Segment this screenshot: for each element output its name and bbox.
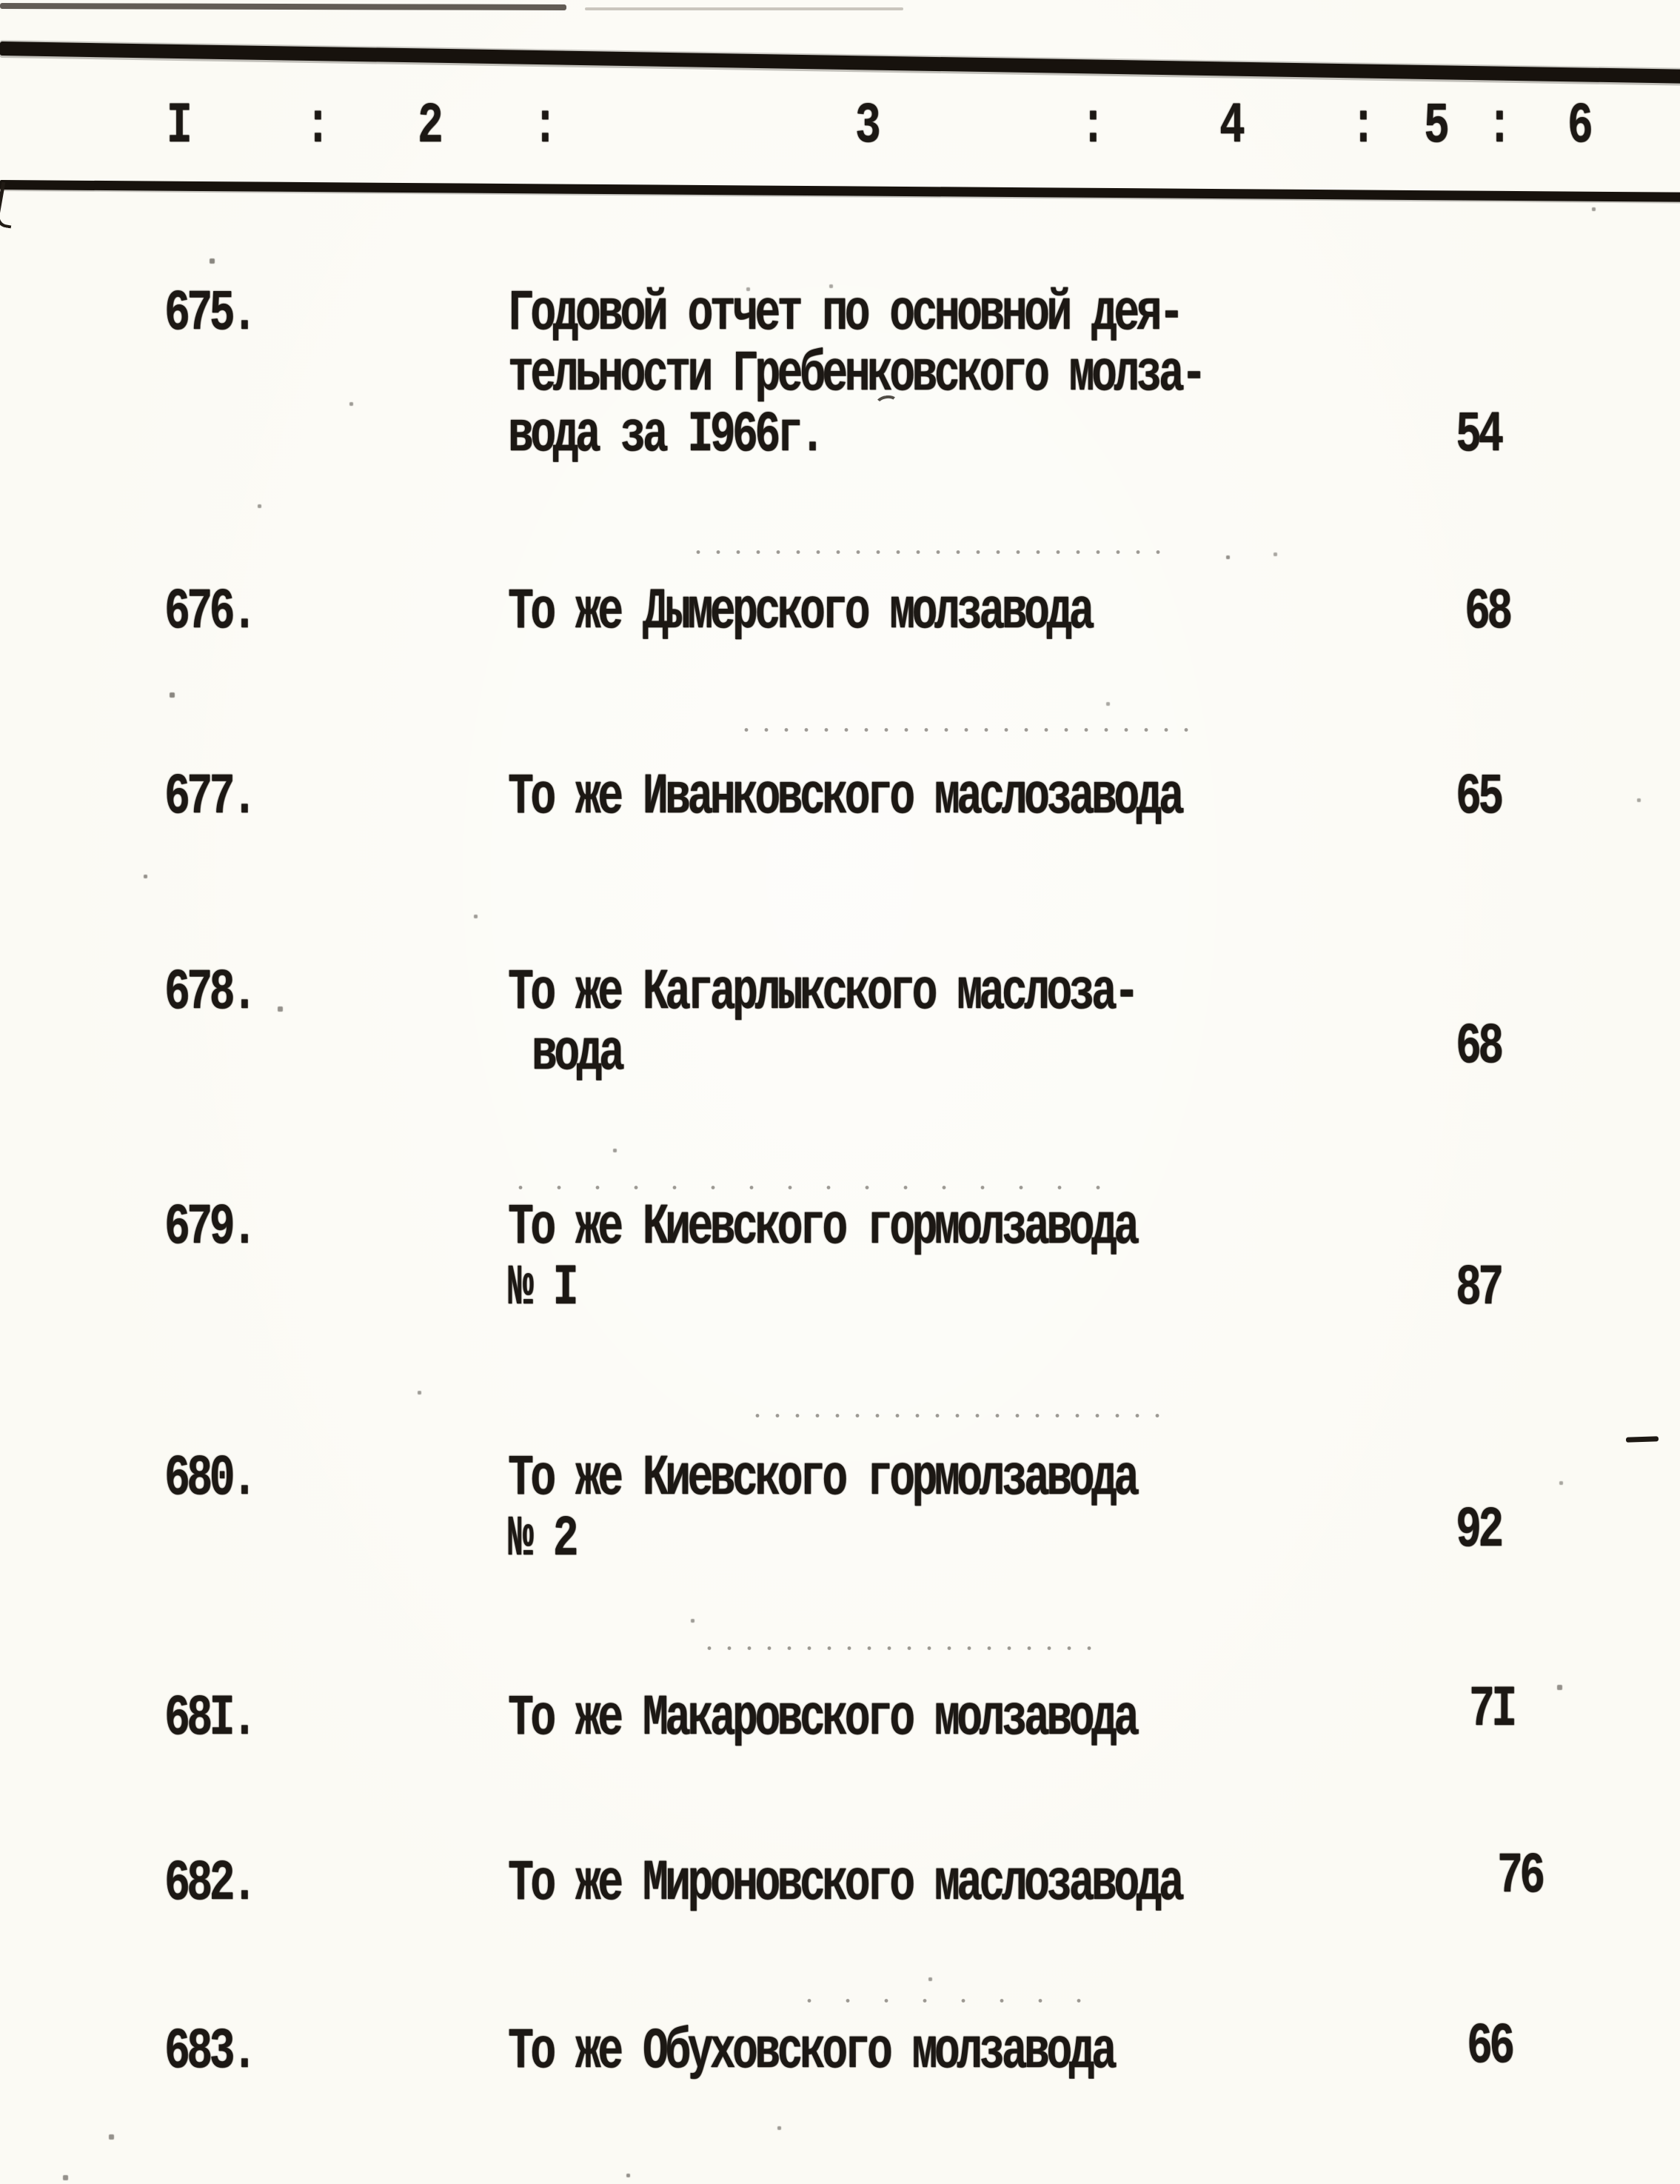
scan-dot-row bbox=[707, 1646, 1107, 1651]
entry-title-line: То же Киевского гормолзавода bbox=[508, 1446, 1137, 1512]
entry-sheet-count: 65 bbox=[1456, 765, 1501, 830]
header-rule-bottom bbox=[0, 180, 1680, 202]
entry-sheet-count: 76 bbox=[1497, 1844, 1542, 1909]
column-separator: : bbox=[304, 94, 328, 159]
entry-title-line: То же Кагарлыкского маслоза- bbox=[508, 961, 1137, 1026]
entry-sheet-count: 68 bbox=[1465, 580, 1510, 645]
entry-number: 680. bbox=[164, 1446, 255, 1512]
entry-number: 678. bbox=[164, 961, 255, 1026]
scan-dot-row bbox=[696, 550, 1170, 555]
scan-dot-row bbox=[755, 1413, 1170, 1418]
column-separator: : bbox=[1486, 94, 1510, 159]
entry-title bbox=[508, 961, 1137, 1086]
column-header-3: 3 bbox=[854, 94, 878, 159]
entry-title-line: № I bbox=[508, 1256, 575, 1321]
header-rule-top bbox=[0, 41, 1680, 84]
entry-title-line: То же Дымерского молзавода bbox=[508, 580, 1091, 645]
entry-title bbox=[508, 1446, 1137, 1572]
entry-sheet-count: 7I bbox=[1469, 1677, 1514, 1743]
column-separator: : bbox=[1350, 94, 1373, 159]
entry-title-line: вода за I966г. bbox=[508, 403, 823, 468]
entry-number: 682. bbox=[164, 1851, 255, 1917]
column-separator: : bbox=[532, 94, 555, 159]
entry-number: 679. bbox=[164, 1195, 255, 1260]
scan-edge-streak-light bbox=[585, 7, 903, 10]
entry-title bbox=[508, 580, 1091, 645]
entry-title bbox=[508, 1195, 1137, 1321]
entry-sheet-count: 68 bbox=[1456, 1015, 1501, 1080]
entry-title bbox=[508, 765, 1182, 830]
entry-title-line: вода bbox=[532, 1021, 622, 1086]
entry-number: 683. bbox=[164, 2020, 255, 2085]
entry-sheet-count: 54 bbox=[1456, 403, 1501, 468]
scan-dot-row bbox=[744, 727, 1188, 732]
entry-number: 677. bbox=[164, 765, 255, 830]
column-header-4: 4 bbox=[1219, 94, 1242, 159]
entry-title-line: То же Киевского гормолзавода bbox=[508, 1195, 1137, 1260]
entry-title-line: То же Обуховского молзавода bbox=[508, 2020, 1114, 2085]
entry-sheet-count: 66 bbox=[1467, 2014, 1512, 2080]
entry-title bbox=[508, 1851, 1182, 1917]
entry-title-line: То же Макаровского молзавода bbox=[508, 1686, 1137, 1751]
entry-title bbox=[508, 2020, 1114, 2085]
column-header-6: 6 bbox=[1567, 94, 1590, 159]
column-header-1: I bbox=[166, 94, 190, 159]
entry-title-line: тельности Гребенковского молза- bbox=[508, 342, 1204, 407]
column-header-5: 5 bbox=[1423, 94, 1447, 159]
column-header-2: 2 bbox=[417, 94, 441, 159]
entry-title-line: № 2 bbox=[508, 1507, 575, 1572]
entry-number: 676. bbox=[164, 580, 255, 645]
entry-title-line: То же Мироновского маслозавода bbox=[508, 1851, 1182, 1917]
scan-dot-row bbox=[807, 1998, 1088, 2003]
scan-edge-streak bbox=[0, 3, 566, 10]
margin-dash-mark bbox=[1626, 1436, 1659, 1443]
entry-number: 68I. bbox=[164, 1686, 255, 1751]
entry-sheet-count: 92 bbox=[1456, 1498, 1501, 1563]
column-separator: : bbox=[1080, 94, 1103, 159]
entry-title-line: Годовой отчет по основной дея- bbox=[508, 281, 1182, 347]
entry-number: 675. bbox=[164, 281, 255, 347]
entry-title-line: То же Иванковского маслозавода bbox=[508, 765, 1182, 830]
entry-title bbox=[508, 1686, 1137, 1751]
entry-sheet-count: 87 bbox=[1456, 1256, 1501, 1321]
entry-title bbox=[508, 281, 1204, 468]
pen-curl-mark bbox=[0, 181, 19, 228]
scan-dot-row bbox=[518, 1185, 1111, 1190]
scan-specks bbox=[0, 0, 1, 1]
